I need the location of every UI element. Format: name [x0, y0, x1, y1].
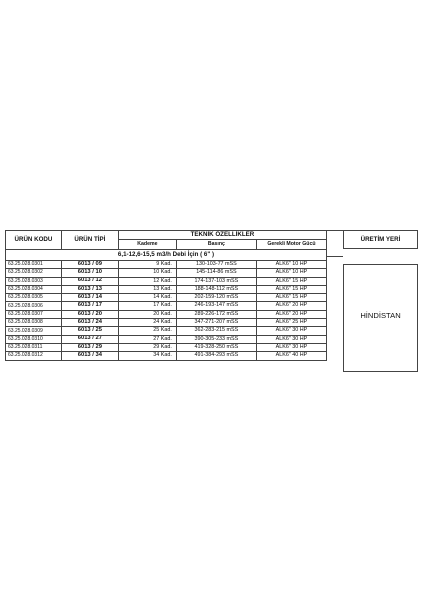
cell-product-code: 63.25.028.0310	[6, 335, 62, 343]
cell-product-code: 63.25.028.0301	[6, 261, 62, 269]
cell-product-type: 6013 / 10	[61, 269, 118, 277]
cell-motor-power: ALK6" 15 HP	[256, 277, 326, 285]
cell-motor-power: ALK6" 30 HP	[256, 327, 326, 335]
cell-product-code: 63.25.028.0305	[6, 294, 62, 302]
cell-motor-power: ALK6" 20 HP	[256, 310, 326, 318]
table-row	[6, 285, 327, 293]
table-row	[6, 310, 327, 318]
cell-motor-power: ALK6" 15 HP	[256, 285, 326, 293]
cell-stage: 25 Kad.	[118, 327, 176, 335]
cell-product-code: 63.25.028.0308	[6, 319, 62, 327]
cell-pressure: 362-283-215 mSS	[176, 327, 256, 335]
cell-product-type: 6013 / 12	[61, 277, 118, 285]
cell-product-type: 6013 / 13	[61, 285, 118, 293]
production-place-value: HİNDİSTAN	[343, 264, 418, 372]
table-row	[6, 261, 327, 269]
cell-stage: 14 Kad.	[118, 294, 176, 302]
cell-pressure: 202-159-120 mSS	[176, 294, 256, 302]
cell-product-code: 63.25.028.0309	[6, 327, 62, 335]
table-row	[6, 294, 327, 302]
spec-table-body	[6, 261, 327, 361]
header-product-type: ÜRÜN TİPİ	[61, 231, 118, 250]
header-gap-cell	[327, 230, 343, 257]
cell-product-type: 6013 / 27	[61, 335, 118, 343]
cell-product-code: 63.25.028.0312	[6, 352, 62, 360]
cell-stage: 24 Kad.	[118, 319, 176, 327]
header-technical-specs: TEKNİK ÖZELLİKLER	[118, 231, 326, 240]
cell-stage: 34 Kad.	[118, 352, 176, 360]
cell-product-type: 6013 / 14	[61, 294, 118, 302]
table-row	[6, 327, 327, 335]
header-product-code: ÜRÜN KODU	[6, 231, 62, 250]
cell-motor-power: ALK6" 40 HP	[256, 352, 326, 360]
cell-product-type: 6013 / 34	[61, 352, 118, 360]
header-production-place: ÜRETİM YERİ	[343, 230, 418, 249]
table-row	[6, 343, 327, 351]
cell-pressure: 289-226-172 mSS	[176, 310, 256, 318]
cell-pressure: 188-148-112 mSS	[176, 285, 256, 293]
cell-pressure: 174-137-103 mSS	[176, 277, 256, 285]
cell-stage: 29 Kad.	[118, 343, 176, 351]
table-row	[6, 269, 327, 277]
cell-product-code: 63.25.028.0302	[6, 269, 62, 277]
cell-product-code: 63.25.028.0304	[6, 285, 62, 293]
spec-table	[5, 230, 327, 361]
cell-motor-power: ALK6" 25 HP	[256, 319, 326, 327]
cell-stage: 17 Kad.	[118, 302, 176, 310]
cell-product-code: 63.25.028.0306	[6, 302, 62, 310]
cell-pressure: 419-328-250 mSS	[176, 343, 256, 351]
cell-stage: 20 Kad.	[118, 310, 176, 318]
cell-product-type: 6013 / 29	[61, 343, 118, 351]
header-motor-power: Gerekli Motor Gücü	[256, 240, 326, 250]
cell-motor-power: ALK6" 30 HP	[256, 343, 326, 351]
cell-pressure: 130-103-77 mSS	[176, 261, 256, 269]
cell-stage: 27 Kad.	[118, 335, 176, 343]
product-spec-sheet	[5, 230, 418, 372]
cell-product-type: 6013 / 20	[61, 310, 118, 318]
cell-stage: 12 Kad.	[118, 277, 176, 285]
table-row	[6, 302, 327, 310]
cell-motor-power: ALK6" 10 HP	[256, 261, 326, 269]
cell-product-type: 6013 / 17	[61, 302, 118, 310]
cell-motor-power: ALK6" 15 HP	[256, 294, 326, 302]
header-stage: Kademe	[118, 240, 176, 250]
cell-product-type: 6013 / 09	[61, 261, 118, 269]
table-row	[6, 352, 327, 360]
table-row	[6, 335, 327, 343]
cell-pressure: 491-384-293 mSS	[176, 352, 256, 360]
cell-motor-power: ALK6" 20 HP	[256, 302, 326, 310]
flow-subtitle: 6,1-12,6-15,5 m3/h Debi İçin ( 6" )	[6, 250, 327, 261]
table-row	[6, 277, 327, 285]
cell-motor-power: ALK6" 30 HP	[256, 335, 326, 343]
cell-motor-power: ALK6" 10 HP	[256, 269, 326, 277]
cell-stage: 10 Kad.	[118, 269, 176, 277]
cell-product-type: 6013 / 25	[61, 327, 118, 335]
header-pressure: Basınç	[176, 240, 256, 250]
cell-stage: 13 Kad.	[118, 285, 176, 293]
cell-pressure: 145-114-86 mSS	[176, 269, 256, 277]
table-row	[6, 319, 327, 327]
cell-pressure: 347-271-207 mSS	[176, 319, 256, 327]
cell-product-type: 6013 / 24	[61, 319, 118, 327]
cell-pressure: 390-305-233 mSS	[176, 335, 256, 343]
cell-pressure: 246-193-147 mSS	[176, 302, 256, 310]
cell-product-code: 63.25.028.0311	[6, 343, 62, 351]
cell-product-code: 63.25.028.0307	[6, 310, 62, 318]
cell-product-code: 63.25.028.0303	[6, 277, 62, 285]
cell-stage: 9 Kad.	[118, 261, 176, 269]
